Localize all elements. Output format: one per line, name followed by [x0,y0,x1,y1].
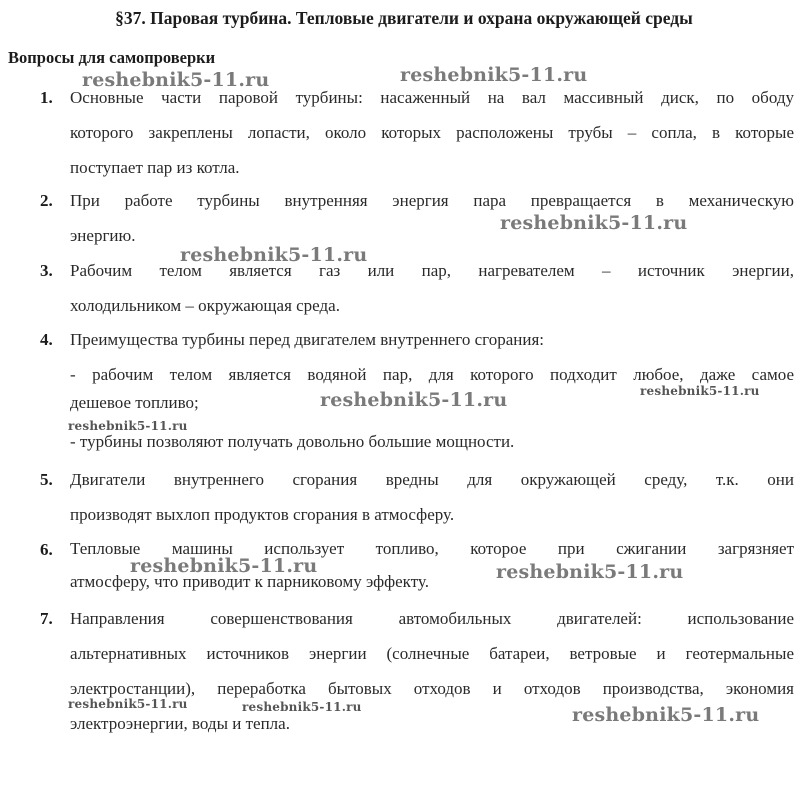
watermark: reshebnik5-11.ru [640,384,760,398]
item-number: 4. [40,330,53,349]
item-number: 7. [40,609,53,628]
item-text [70,462,794,532]
watermark: reshebnik5-11.ru [572,704,760,726]
text-line: Преимущества турбины перед двигателем внутреннего сгорания: [70,330,544,349]
watermark: reshebnik5-11.ru [400,64,588,86]
item-text [70,253,794,323]
text-line: дешевое топливо; [70,393,199,412]
text-line: холодильником – окружающая среда. [70,296,340,315]
text-line: Направления совершенствования автомобильных двигателей: использование [70,609,794,628]
watermark: reshebnik5-11.ru [180,244,368,266]
text-line: производят выхлоп продуктов сгорания в атмосферу. [70,505,455,524]
text-line: Тепловые машины использует топливо, которое при сжигании загрязняет [70,539,794,558]
item-number: 6. [40,540,53,559]
page-title: §37. Паровая турбина. Тепловые двигатели и охрана окружающей среды [115,8,693,28]
item-number: 5. [40,470,53,489]
text-line: - рабочим телом является водяной пар, для которого подходит любое, даже самое [70,365,794,384]
watermark: reshebnik5-11.ru [320,389,508,411]
item-number: 2. [40,191,53,210]
watermark: reshebnik5-11.ru [130,555,318,577]
watermark: reshebnik5-11.ru [68,697,188,711]
text-line: которого закреплены лопасти, около которых расположены трубы – сопла, в которые [70,123,794,142]
watermark: reshebnik5-11.ru [242,700,362,714]
watermark: reshebnik5-11.ru [82,69,270,91]
section-heading: Вопросы для самопроверки [8,48,216,67]
text-line: электроэнергии, воды и тепла. [70,714,290,733]
watermark: reshebnik5-11.ru [496,561,684,583]
text-line: Двигатели внутреннего сгорания вредны для окружающей среду, т.к. они [70,470,794,489]
text-line: поступает пар из котла. [70,158,240,177]
text-line: электростанции), переработка бытовых отходов и отходов производства, экономия [70,679,794,698]
watermark: reshebnik5-11.ru [68,419,188,433]
text-line: - турбины позволяют получать довольно большие мощности. [70,432,515,451]
text-line: альтернативных источников энергии (солнечные батареи, ветровые и геотермальные [70,644,794,663]
item-number: 1. [40,88,53,107]
text-line: атмосферу, что приводит к парниковому эффекту. [70,572,429,591]
text-line: энергию. [70,226,136,245]
text-line: Рабочим телом является газ или пар, нагревателем – источник энергии, [70,261,794,280]
text-line: При работе турбины внутренняя энергия пара превращается в механическую [70,191,794,210]
watermark: reshebnik5-11.ru [500,212,688,234]
item-text [70,80,794,185]
text-line: Основные части паровой турбины: насаженный на вал массивный диск, по ободу [70,88,794,107]
item-number: 3. [40,261,53,280]
item-text [70,322,794,392]
